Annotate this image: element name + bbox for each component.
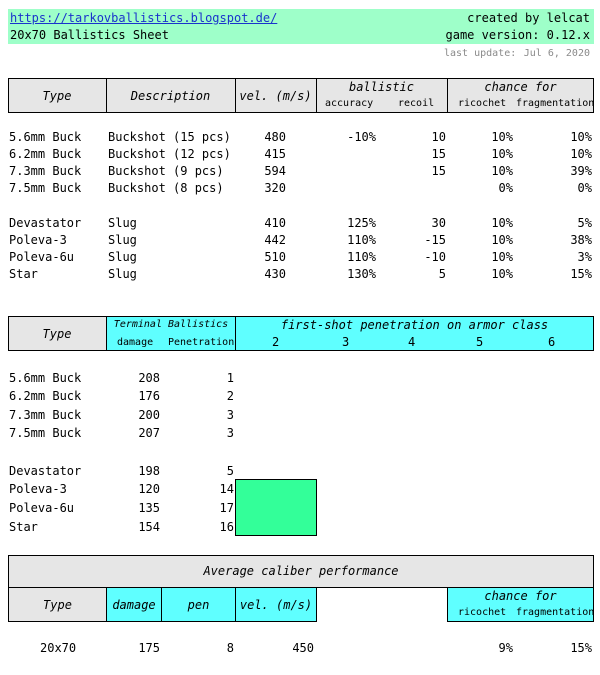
- penetration-class2-highlight: [235, 479, 317, 536]
- t3-velocity: 450: [292, 641, 314, 655]
- armor-class-3: 3: [342, 335, 350, 349]
- armor-class-4: 4: [408, 335, 416, 349]
- sheet-title: 20x70 Ballistics Sheet: [10, 28, 169, 42]
- last-update-label: last update:: [444, 48, 517, 59]
- t1-ballistic-header: ballistic: [348, 80, 415, 94]
- t3-fragmentation-header: fragmentation: [516, 607, 595, 618]
- t2-type-header: Type: [42, 327, 72, 341]
- t1-type-header: Type: [42, 89, 72, 103]
- t1-chance-header: chance for: [484, 80, 557, 94]
- t3-velocity-header: vel. (m/s): [239, 598, 313, 612]
- t3-pen: 8: [226, 641, 234, 655]
- t3-type: 20x70: [40, 641, 77, 655]
- t1-description-header: Description: [130, 89, 211, 103]
- t2-damage-header: damage: [117, 337, 154, 348]
- table3-title: Average caliber performance: [203, 564, 399, 578]
- t2-first-shot-header: first-shot penetration on armor class: [280, 318, 549, 332]
- blog-link[interactable]: https://tarkovballistics.blogspot.de/: [10, 11, 278, 25]
- created-by: created by lelcat: [467, 11, 590, 25]
- t3-damage: 175: [138, 641, 160, 655]
- t3-type-header: Type: [43, 598, 72, 612]
- t3-ricochet-header: ricochet: [458, 607, 507, 618]
- t2-terminal-header: Terminal Ballistics: [113, 319, 229, 330]
- t1-velocity-header: vel. (m/s): [239, 89, 312, 103]
- t3-chance-header: chance for: [484, 589, 557, 603]
- t1-fragmentation-header: fragmentation: [516, 98, 595, 109]
- t1-accuracy-header: accuracy: [325, 98, 374, 109]
- armor-class-5: 5: [476, 335, 484, 349]
- t3-damage-header: damage: [112, 598, 156, 612]
- game-version: game version: 0.12.x: [445, 28, 590, 42]
- t3-ricochet: 9%: [498, 641, 513, 655]
- armor-class-2: 2: [272, 335, 280, 349]
- t3-fragmentation: 15%: [570, 641, 592, 655]
- t1-recoil-header: recoil: [398, 98, 435, 109]
- t2-penetration-header: Penetration: [168, 337, 235, 348]
- t1-ricochet-header: ricochet: [458, 98, 507, 109]
- last-update-date: Jul 6, 2020: [523, 48, 590, 59]
- t3-pen-header: pen: [187, 598, 210, 612]
- armor-class-6: 6: [548, 335, 556, 349]
